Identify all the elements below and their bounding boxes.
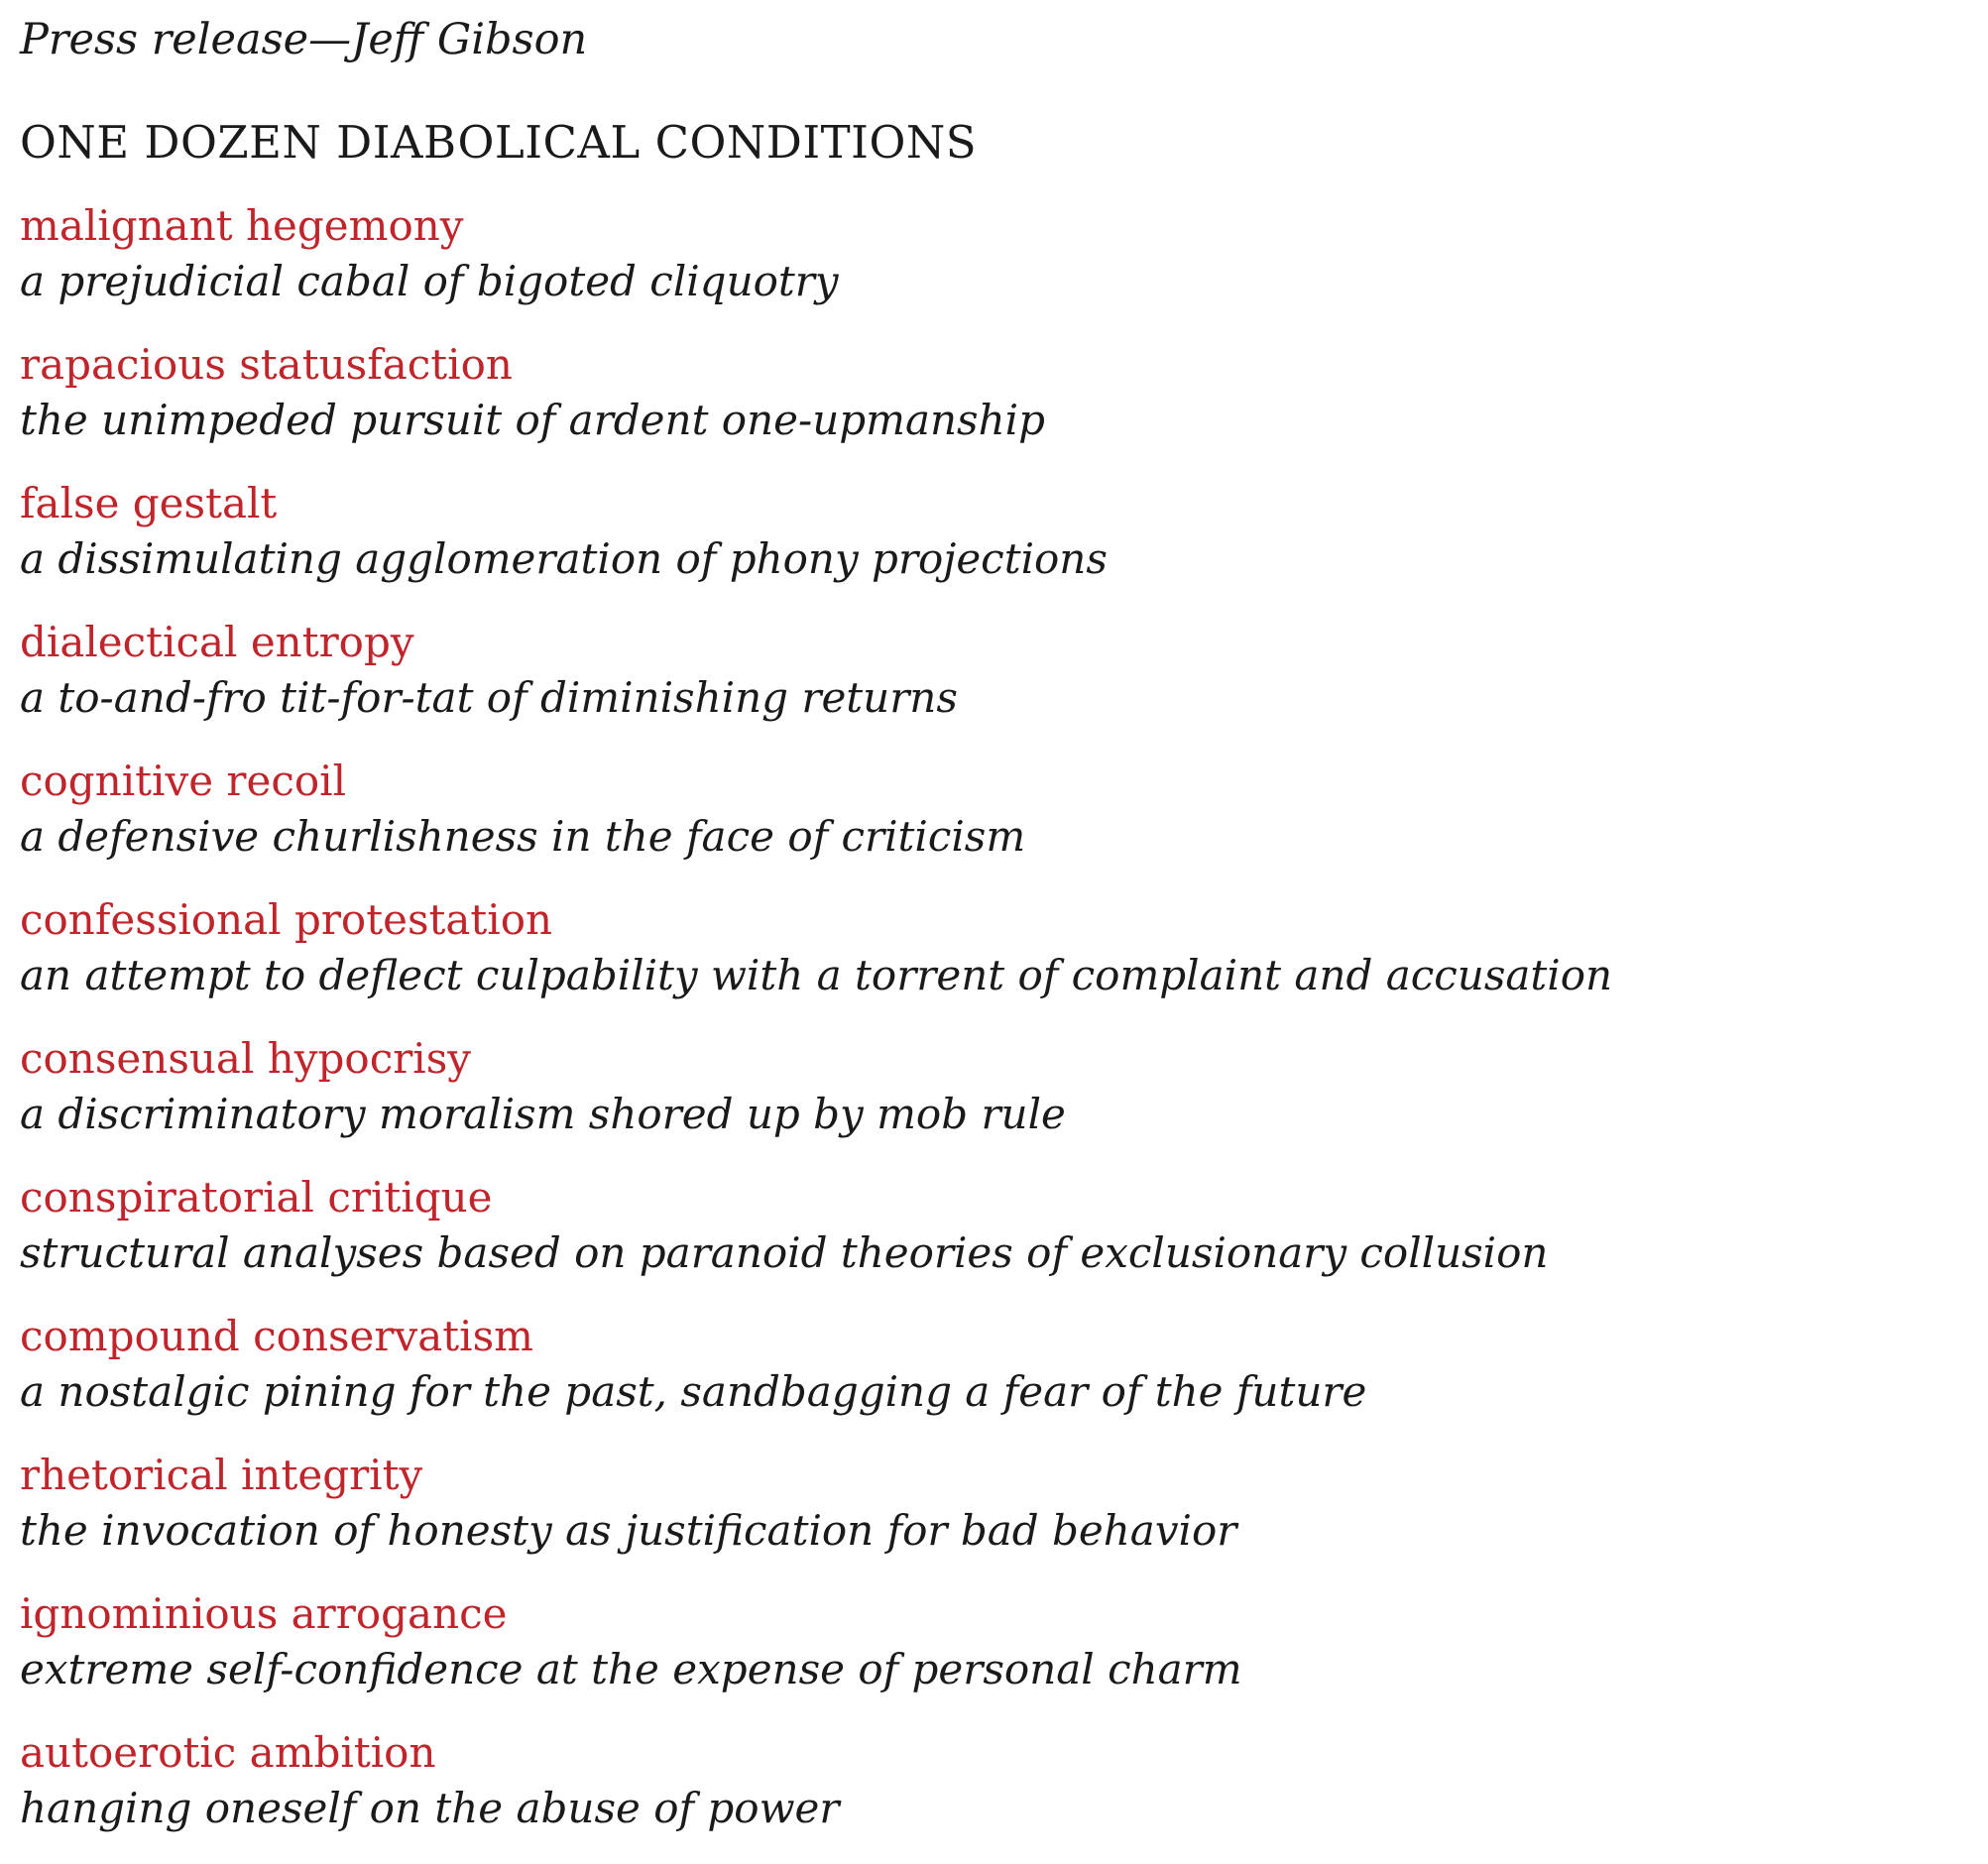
condition-term: consensual hypocrisy xyxy=(20,1034,472,1083)
list-item xyxy=(20,615,1963,754)
list-item xyxy=(20,1309,1963,1448)
condition-definition: a defensive churlishness in the face of criticism xyxy=(20,812,1026,861)
condition-term: autoerotic ambition xyxy=(20,1728,436,1777)
list-item xyxy=(20,1725,1963,1864)
condition-definition: a nostalgic pining for the past, sandbagging a fear of the future xyxy=(20,1367,1367,1416)
condition-definition: the invocation of honesty as justification for bad behavior xyxy=(20,1506,1237,1555)
condition-definition: a discriminatory moralism shored up by mob rule xyxy=(20,1090,1066,1138)
condition-term: false gestalt xyxy=(20,479,278,527)
list-item xyxy=(20,1170,1963,1309)
list-item xyxy=(20,754,1963,892)
press-release-byline: Press release—Jeff Gibson xyxy=(20,15,588,64)
list-item xyxy=(20,1031,1963,1170)
condition-term: confessional protestation xyxy=(20,895,553,944)
condition-definition: structural analyses based on paranoid theories of exclusionary collusion xyxy=(20,1228,1549,1277)
condition-term: rhetorical integrity xyxy=(20,1451,423,1499)
condition-definition: the unimpeded pursuit of ardent one-upmanship xyxy=(20,396,1045,444)
condition-definition: a dissimulating agglomeration of phony projections xyxy=(20,534,1108,583)
list-item xyxy=(20,198,1963,337)
condition-definition: a prejudicial cabal of bigoted cliquotry xyxy=(20,257,839,305)
list-item xyxy=(20,892,1963,1031)
condition-definition: an attempt to deflect culpability with a torrent of complaint and accusation xyxy=(20,951,1613,999)
list-item xyxy=(20,1448,1963,1586)
list-item xyxy=(20,1586,1963,1725)
condition-definition: a to-and-fro tit-for-tat of diminishing returns xyxy=(20,673,958,722)
condition-term: dialectical entropy xyxy=(20,618,414,666)
condition-term: ignominious arrogance xyxy=(20,1589,508,1638)
condition-definition: hanging oneself on the abuse of power xyxy=(20,1784,840,1832)
condition-term: compound conservatism xyxy=(20,1312,533,1360)
condition-term: cognitive recoil xyxy=(20,757,347,805)
page-title: ONE DOZEN DIABOLICAL CONDITIONS xyxy=(20,116,978,169)
conditions-list xyxy=(20,198,1963,1864)
list-item xyxy=(20,476,1963,615)
condition-term: conspiratorial critique xyxy=(20,1173,493,1222)
condition-term: malignant hegemony xyxy=(20,201,464,250)
condition-definition: extreme self-confidence at the expense of personal charm xyxy=(20,1645,1242,1693)
list-item xyxy=(20,337,1963,476)
condition-term: rapacious statusfaction xyxy=(20,340,513,389)
